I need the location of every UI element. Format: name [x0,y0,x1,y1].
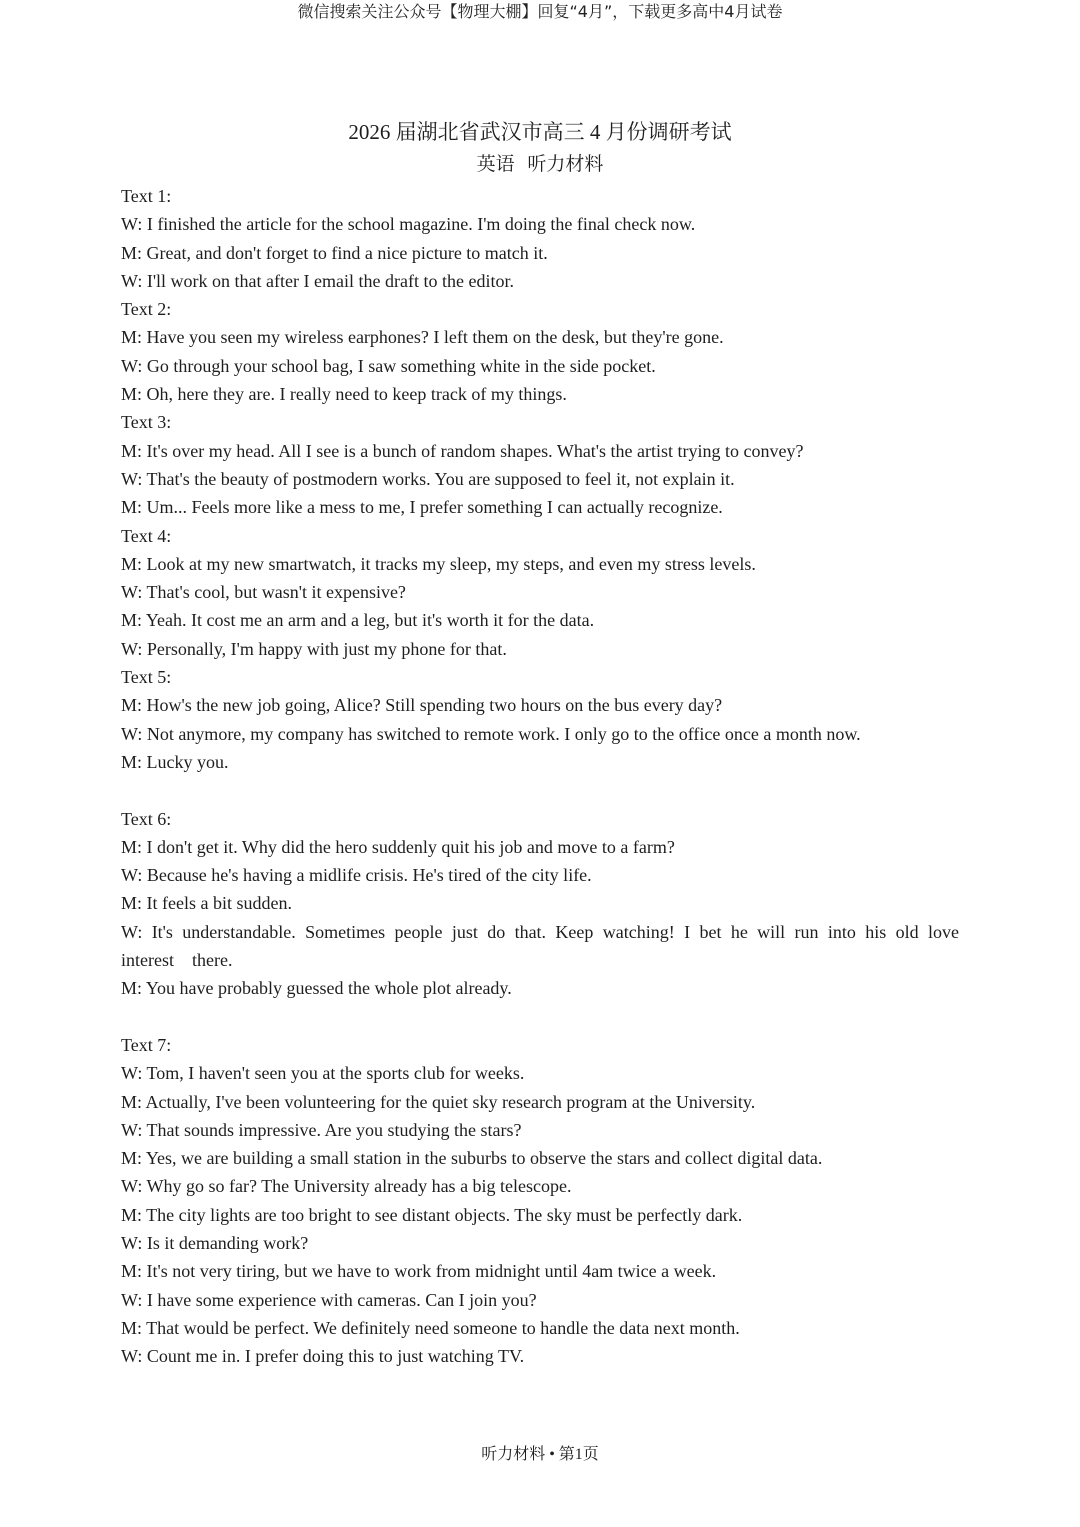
dialogue-line: W: I'll work on that after I email the draft to the editor. [121,270,514,291]
material-label: 听力材料 [527,154,604,175]
dialogue-line: M: Actually, I've been volunteering for the quiet sky research program at the University. [121,1091,756,1112]
text-heading: Text 2: [121,299,172,320]
dialogue-line: M: That would be perfect. We definitely need someone to handle the data next month. [121,1317,740,1338]
dialogue-line: W: It's understandable. Sometimes people just do that. Keep watching! I bet he will run into his old love [121,921,959,942]
dialogue-line-continuation: interest there. [121,950,233,971]
text-heading: Text 3: [121,412,172,433]
subject-label: 英语 [476,154,515,175]
text-section-5 [121,663,959,776]
text-heading: Text 5: [121,667,172,688]
dialogue-line: M: Oh, here they are. I really need to keep track of my things. [121,384,567,405]
text-section-1 [121,182,959,295]
dialogue-line: W: I finished the article for the school magazine. I'm doing the final check now. [121,214,696,235]
dialogue-line: M: It's not very tiring, but we have to work from midnight until 4am twice a week. [121,1261,717,1282]
download-banner: 微信搜索关注公众号【物理大棚】回复“4月”，下载更多高中4月试卷 [297,2,783,21]
dialogue-line: W: Why go so far? The University already has a big telescope. [121,1176,572,1197]
dialogue-line: W: That sounds impressive. Are you studying the stars? [121,1119,522,1140]
text-heading: Text 6: [121,808,172,829]
dialogue-line: W: Personally, I'm happy with just my phone for that. [121,638,507,659]
dialogue-line: M: Yes, we are building a small station in the suburbs to observe the stars and collect digital data. [121,1148,823,1169]
dialogue-line: M: It's over my head. All I see is a bunch of random shapes. What's the artist trying to convey? [121,440,804,461]
dialogue-line: W: Count me in. I prefer doing this to just watching TV. [121,1346,525,1367]
dialogue-line: W: Not anymore, my company has switched to remote work. I only go to the office once a month now. [121,723,861,744]
transcript-body [121,182,959,1370]
text-section-2 [121,295,959,408]
text-section-6 [121,805,959,1003]
text-heading: Text 7: [121,1034,172,1055]
section-spacer [121,776,959,804]
dialogue-line: M: Have you seen my wireless earphones? I left them on the desk, but they're gone. [121,327,724,348]
dialogue-line: M: Um... Feels more like a mess to me, I prefer something I can actually recognize. [121,497,723,518]
page-footer: 听力材料 • 第1页 [481,1446,599,1463]
dialogue-line: W: That's the beauty of postmodern works. You are supposed to feel it, not explain it. [121,468,735,489]
text-section-7 [121,1031,959,1371]
dialogue-line: M: The city lights are too bright to see distant objects. The sky must be perfectly dark. [121,1204,743,1225]
text-section-3 [121,408,959,521]
dialogue-line: W: That's cool, but wasn't it expensive? [121,582,406,603]
dialogue-line: M: How's the new job going, Alice? Still spending two hours on the bus every day? [121,695,723,716]
dialogue-line: M: I don't get it. Why did the hero suddenly quit his job and move to a farm? [121,836,675,857]
dialogue-line: W: Tom, I haven't seen you at the sports club for weeks. [121,1063,525,1084]
dialogue-line: M: Great, and don't forget to find a nice picture to match it. [121,242,548,263]
dialogue-line: M: Lucky you. [121,751,229,772]
dialogue-line: M: You have probably guessed the whole plot already. [121,978,512,999]
dialogue-line: W: Is it demanding work? [121,1232,309,1253]
text-section-4 [121,522,959,663]
text-heading: Text 1: [121,186,172,206]
dialogue-line: M: Yeah. It cost me an arm and a leg, but it's worth it for the data. [121,610,595,631]
dialogue-line: W: I have some experience with cameras. Can I join you? [121,1289,537,1310]
page-title: 2026 届湖北省武汉市高三 4 月份调研考试 [348,120,732,144]
dialogue-line: M: Look at my new smartwatch, it tracks my sleep, my steps, and even my stress levels. [121,553,756,574]
dialogue-line: W: Go through your school bag, I saw something white in the side pocket. [121,355,656,376]
page-subtitle [0,152,1080,178]
dialogue-line: W: Because he's having a midlife crisis. He's tired of the city life. [121,865,592,886]
text-heading: Text 4: [121,525,172,546]
section-spacer [121,1003,959,1031]
dialogue-line: M: It feels a bit sudden. [121,893,292,914]
